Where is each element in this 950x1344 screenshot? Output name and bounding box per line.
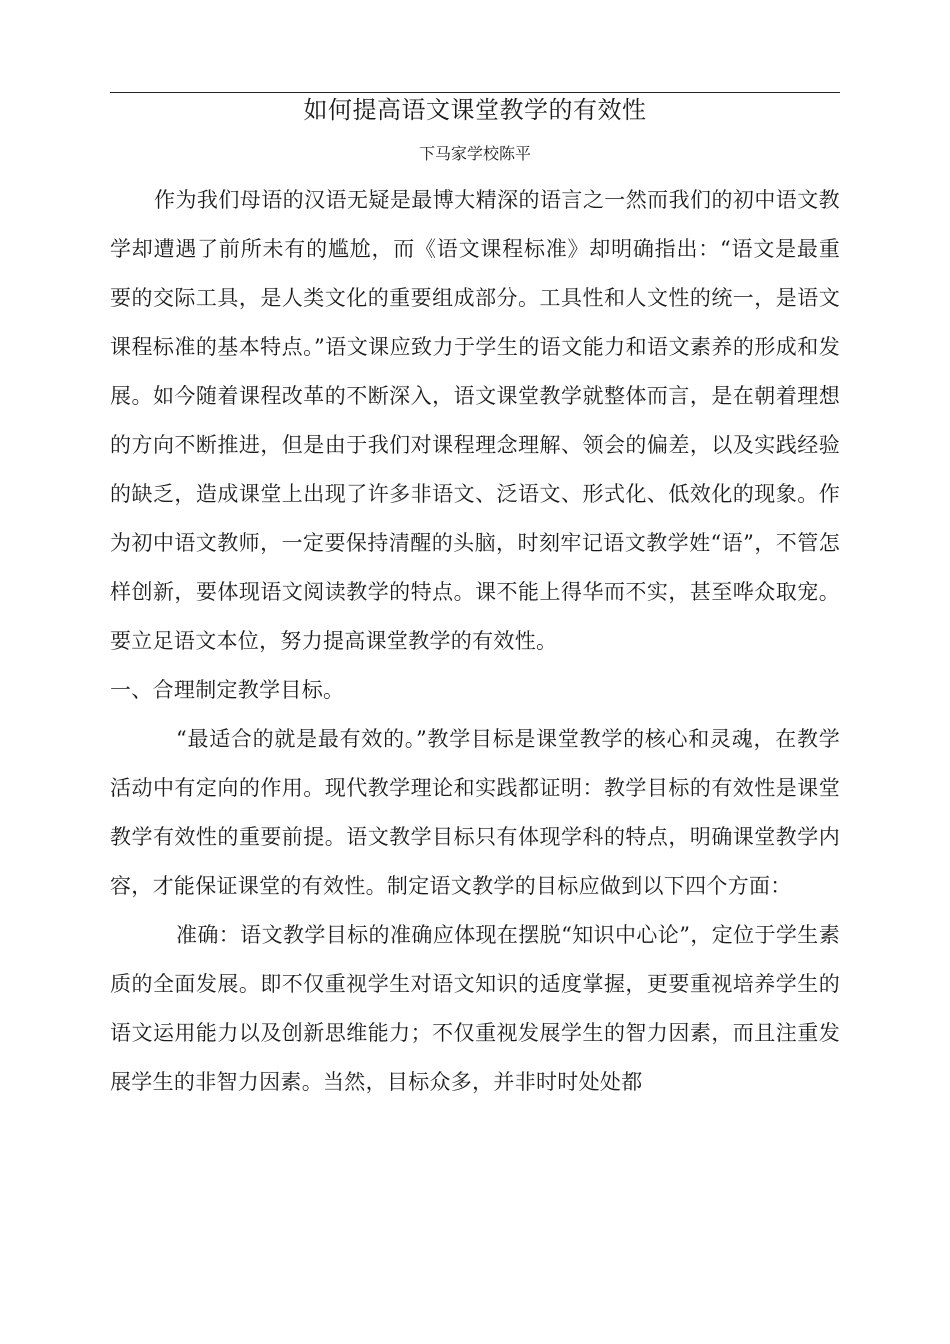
- document-author: 下马家学校陈平: [418, 144, 531, 163]
- paragraph-accuracy: 准确：语文教学目标的准确应体现在摆脱“知识中心论”，定位于学生素质的全面发展。即不仅重视学生对语文知识的适度掌握，更要重视培养学生的语文运用能力以及创新思维能力；不仅重视发展学生的智力因素，而且注重发展学生的非智力因素。当然，目标众多，并非时时处处都: [110, 923, 840, 1094]
- paragraph-intro: 作为我们母语的汉语无疑是最博大精深的语言之一然而我们的初中语文教学却遭遇了前所未有的尴尬，而《语文课程标准》却明确指出：“语文是最重要的交际工具，是人类文化的重要组成部分。工具性和人文性的统一，是语文课程标准的基本特点。”语文课应致力于学生的语文能力和语文素养的形成和发展。如今随着课程改革的不断深入，语文课堂教学就整体而言，是在朝着理想的方向不断推进，但是由于我们对课程理念理解、领会的偏差，以及实践经验的缺乏，造成课堂上出现了许多非语文、泛语文、形式化、低效化的现象。作为初中语文教师，一定要保持清醒的头脑，时刻牢记语文教学姓“语”，不管怎样创新，要体现语文阅读教学的特点。课不能上得华而不实，甚至哗众取宠。要立足语文本位，努力提高课堂教学的有效性。: [110, 188, 840, 653]
- document-body: [110, 176, 840, 1107]
- document-title: 如何提高语文课堂教学的有效性: [303, 96, 647, 124]
- section-heading-1: 一、合理制定教学目标。: [110, 678, 345, 702]
- paragraph-section-1: “最适合的就是最有效的。”教学目标是课堂教学的核心和灵魂，在教学活动中有定向的作用。现代教学理论和实践都证明：教学目标的有效性是课堂教学有效性的重要前提。语文教学目标只有体现学科的特点，明确课堂教学内容，才能保证课堂的有效性。制定语文教学的目标应做到以下四个方面：: [110, 727, 840, 898]
